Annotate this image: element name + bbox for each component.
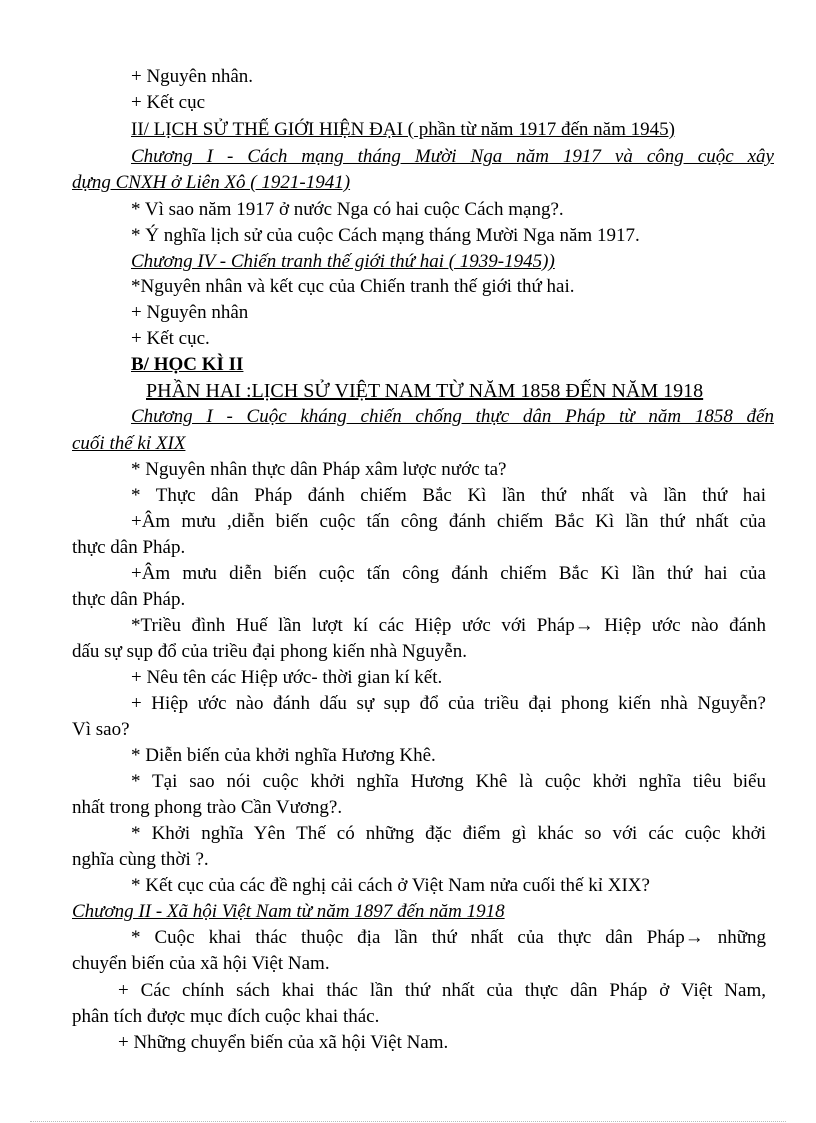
text-line: + Những chuyển biến của xã hội Việt Nam. [118, 1032, 449, 1053]
text-line: +Âm mưu diễn biến cuộc tấn công đánh chiếm Bắc Kì lần thứ hai của [131, 563, 766, 584]
text-line: * Cuộc khai thác thuộc địa lần thứ nhất của thực dân Pháp→ những [131, 927, 766, 948]
section-heading: II/ LỊCH SỬ THẾ GIỚI HIỆN ĐẠI ( phần từ năm 1917 đến năm 1945) [131, 119, 675, 140]
text-line: + Kết cục. [131, 328, 210, 349]
chapter-heading: Chương I - Cuộc kháng chiến chống thực dân Pháp từ năm 1858 đến [131, 406, 774, 427]
text-line: * Ý nghĩa lịch sử của cuộc Cách mạng tháng Mười Nga năm 1917. [131, 225, 640, 246]
chapter-heading: Chương I - Cách mạng tháng Mười Nga năm 1917 và công cuộc xây [131, 146, 774, 167]
text-line: thực dân Pháp. [72, 589, 186, 610]
text-line: thực dân Pháp. [72, 537, 186, 558]
text-line: * Vì sao năm 1917 ở nước Nga có hai cuộc Cách mạng?. [131, 199, 564, 220]
chapter-heading-cont: cuối thế kỉ XIX [72, 433, 186, 454]
page-bottom-divider [30, 1121, 786, 1122]
text-line: * Khởi nghĩa Yên Thế có những đặc điểm gì khác so với các cuộc khởi [131, 823, 766, 844]
text-line: *Triều đình Huế lần lượt kí các Hiệp ước với Pháp→ Hiệp ước nào đánh [131, 615, 766, 636]
text-line: nghĩa cùng thời ?. [72, 849, 209, 870]
text-line: * Tại sao nói cuộc khởi nghĩa Hương Khê là cuộc khởi nghĩa tiêu biểu [131, 771, 766, 792]
text-line: * Diễn biến của khởi nghĩa Hương Khê. [131, 745, 436, 766]
text-line: * Thực dân Pháp đánh chiếm Bắc Kì lần thứ nhất và lần thứ hai [131, 485, 766, 506]
text-line: + Nguyên nhân [131, 302, 249, 323]
chapter-heading-cont: dựng CNXH ở Liên Xô ( 1921-1941) [72, 172, 351, 193]
text-line: Vì sao? [72, 719, 130, 740]
semester-heading: B/ HỌC KÌ II [131, 354, 244, 375]
text-line: + Nguyên nhân. [131, 66, 254, 87]
text-line: dấu sự sụp đổ của triều đại phong kiến nhà Nguyễn. [72, 641, 467, 662]
text-line: + Các chính sách khai thác lần thứ nhất của thực dân Pháp ở Việt Nam, [118, 980, 766, 1001]
chapter-heading: Chương IV - Chiến tranh thế giới thứ hai ( 1939-1945)) [131, 251, 555, 272]
text-line: * Nguyên nhân thực dân Pháp xâm lược nước ta? [131, 459, 507, 480]
part-heading: PHẦN HAI :LỊCH SỬ VIỆT NAM TỪ NĂM 1858 ĐẾN NĂM 1918 [146, 380, 704, 402]
text-line: * Kết cục của các đề nghị cải cách ở Việt Nam nửa cuối thế kỉ XIX? [131, 875, 650, 896]
text-line: nhất trong phong trào Cần Vương?. [72, 797, 343, 818]
text-line: + Nêu tên các Hiệp ước- thời gian kí kết. [131, 667, 443, 688]
text-line: +Âm mưu ,diễn biến cuộc tấn công đánh chiếm Bắc Kì lần thứ nhất của [131, 511, 766, 532]
text-line: chuyển biến của xã hội Việt Nam. [72, 953, 330, 974]
chapter-heading: Chương II - Xã hội Việt Nam từ năm 1897 đến năm 1918 [72, 901, 505, 922]
text-line: *Nguyên nhân và kết cục của Chiến tranh thế giới thứ hai. [131, 276, 575, 297]
text-line: phân tích được mục đích cuộc khai thác. [72, 1006, 380, 1027]
text-line: + Hiệp ước nào đánh dấu sự sụp đổ của triều đại phong kiến nhà Nguyễn? [131, 693, 766, 714]
text-line: + Kết cục [131, 92, 206, 113]
